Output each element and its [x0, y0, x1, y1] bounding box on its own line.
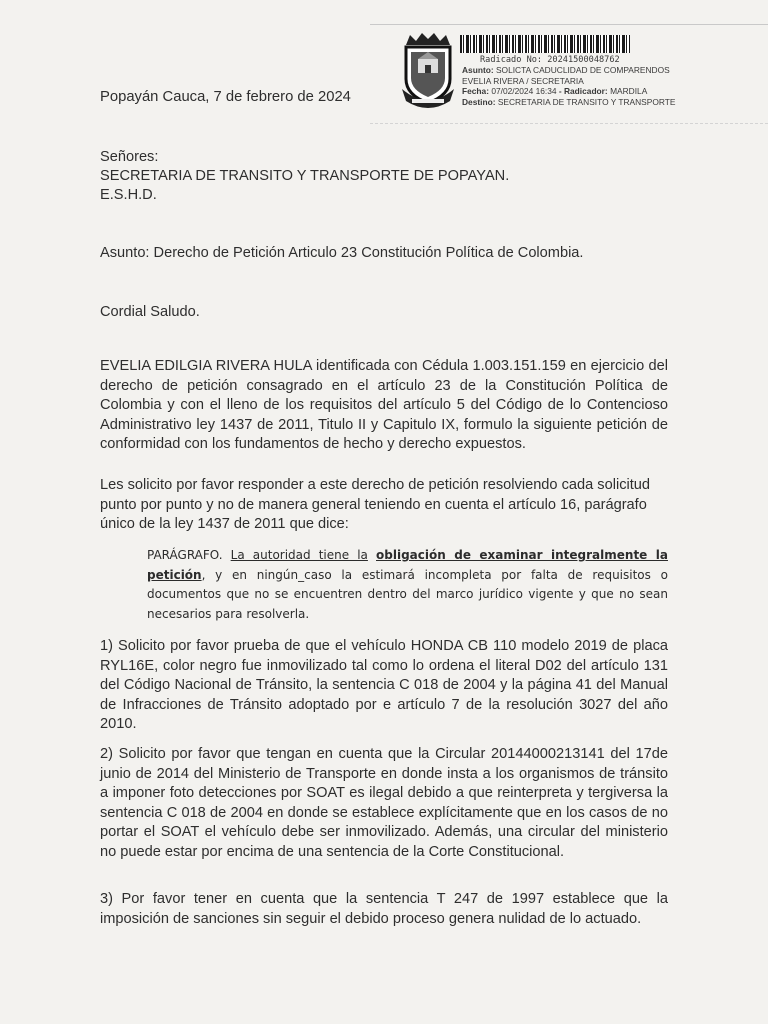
stamp-remitente: EVELIA RIVERA / SECRETARIA: [462, 75, 584, 86]
radicado-stamp: [370, 24, 768, 124]
quote-label: PARÁGRAFO.: [147, 548, 223, 562]
recipient-abbrev: E.S.H.D.: [100, 187, 157, 203]
quote-bold: obligación de examinar integralmente la petición: [147, 548, 668, 582]
petition-item-3: 3) Por favor tener en cuenta que la sentencia T 247 de 1997 establece que la imposición de sanciones sin seguir el debido proceso genera nulidad de lo actuado.: [100, 891, 668, 927]
date-line: Popayán Cauca, 7 de febrero de 2024: [100, 89, 351, 105]
recipient-greeting: Señores:: [100, 149, 159, 165]
recipient-entity: SECRETARIA DE TRANSITO Y TRANSPORTE DE POPAYAN.: [100, 168, 510, 184]
subject-line: Asunto: Derecho de Petición Articulo 23 Constitución Política de Colombia.: [100, 245, 584, 261]
stamp-destino: Destino: SECRETARIA DE TRANSITO Y TRANSPORTE: [462, 96, 676, 107]
quote-underlined: La autoridad tiene la: [230, 548, 368, 562]
request-paragraph: Les solicito por favor responder a este derecho de petición resolviendo cada solicitud punto por punto y no de manera general teniendo en cuenta el artículo 16, parágrafo único de la ley 1437 de 2011 que dice:: [100, 477, 651, 533]
petition-item-2: 2) Solicito por favor que tengan en cuenta que la Circular 20144000213141 del 17de junio de 2014 del Ministerio de Transporte en donde insta a los organismos de tránsito a imponer foto detecciones por SOAT es ilegal debido a que reinterpreta y tergiversa la sentencia C 018 de 2004 en donde se establece explícitamente que en los casos de no portar el SOAT el vehículo debe ser inmovilizado. Además, una circular del ministerio no puede estar por encima de una sentencia de la Corte Constitucional.: [100, 746, 668, 860]
quote-rest: , y en ningún_caso la estimará incompleta por falta de requisitos o documentos que no se encuentren dentro del marco jurídico vigente y que no sean necesarios para resolverla.: [147, 567, 668, 621]
paragrafo-quote: [147, 546, 668, 624]
stamp-asunto: Asunto: SOLICTA CADUCLIDAD DE COMPARENDOS: [462, 65, 670, 76]
radicado-number: Radicado No: 20241500048762: [480, 55, 620, 65]
salutation: Cordial Saludo.: [100, 304, 200, 320]
barcode: [460, 35, 630, 53]
petition-item-1: 1) Solicito por favor prueba de que el vehículo HONDA CB 110 modelo 2019 de placa RYL16E, color negro fue inmovilizado tal como lo ordena el literal D02 del artículo 131 del Código Nacional de Tránsito, la sentencia C 018 de 2004 y la página 41 del Manual de Infracciones de Tránsito adoptado por e artículo 7 de la resolución 3027 del año 2010.: [100, 638, 668, 733]
stamp-fecha: Fecha: 07/02/2024 16:34 - Radicador: MARDILA: [462, 86, 648, 97]
recipient-block: [100, 148, 668, 205]
intro-paragraph: EVELIA EDILGIA RIVERA HULA identificada con Cédula 1.003.151.159 en ejercicio del derecho de petición consagrado en el artículo 23 de la Constitución Política de Colombia y con el lleno de los requisitos del artículo 5 del Código de lo Contencioso Administrativo ley 1437 de 2011, Titulo II y Capitulo IX, formulo la siguiente petición de conformidad con los fundamentos de hecho y derecho expuestos.: [100, 358, 668, 453]
